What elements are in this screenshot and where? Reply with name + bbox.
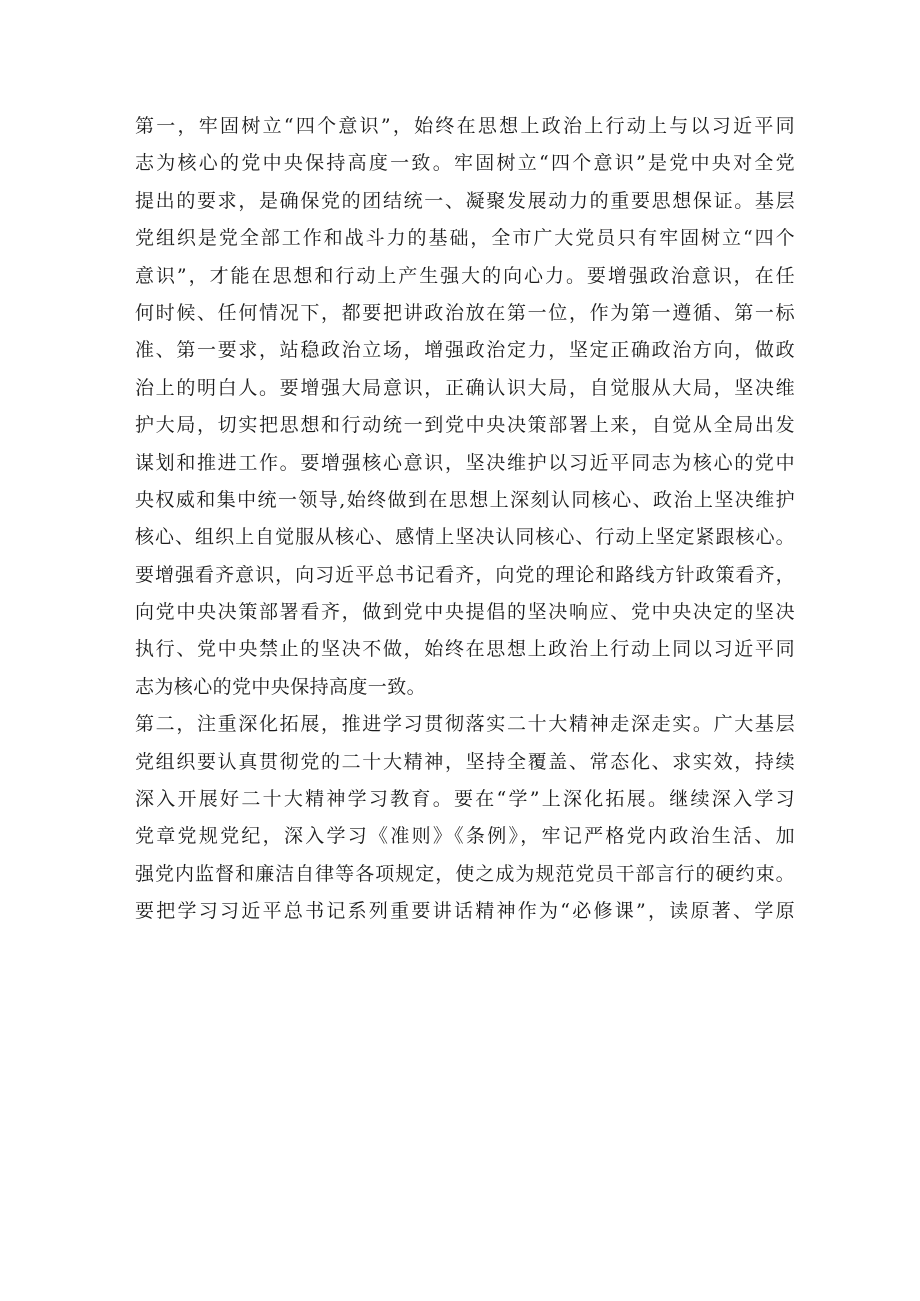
text-line: 治上的明白人。要增强大局意识，正确认识大局，自觉服从大局，坚决维 — [135, 376, 795, 399]
paragraph-2 — [135, 706, 795, 930]
text-line: 何时候、任何情况下，都要把讲政治放在第一位，作为第一遵循、第一标 — [135, 301, 795, 324]
text-line: 意识”，才能在思想和行动上产生强大的向心力。要增强政治意识，在任 — [135, 264, 795, 287]
text-line: 央权威和集中统一领导,始终做到在思想上深刻认同核心、政治上坚决维护 — [135, 488, 795, 511]
text-line: 党章党规党纪，深入学习《准则》《条例》，牢记严格党内政治生活、加 — [135, 825, 795, 848]
text-line: 第二，注重深化拓展，推进学习贯彻落实二十大精神走深走实。广大基层 — [135, 713, 795, 736]
text-line: 核心、组织上自觉服从核心、感情上坚决认同核心、行动上坚定紧跟核心。 — [135, 526, 795, 549]
text-line: 志为核心的党中央保持高度一致。 — [135, 675, 427, 698]
text-line: 要把学习习近平总书记系列重要讲话精神作为“必修课”，读原著、学原 — [135, 900, 795, 923]
text-line: 提出的要求，是确保党的团结统一、凝聚发展动力的重要思想保证。基层 — [135, 189, 795, 212]
text-line: 要增强看齐意识，向习近平总书记看齐，向党的理论和路线方针政策看齐， — [135, 563, 795, 586]
text-line: 护大局，切实把思想和行动统一到党中央决策部署上来，自觉从全局出发 — [135, 414, 795, 437]
text-line: 准、第一要求，站稳政治立场，增强政治定力，坚定正确政治方向，做政 — [135, 339, 795, 362]
text-line: 谋划和推进工作。要增强核心意识，坚决维护以习近平同志为核心的党中 — [135, 451, 795, 474]
text-line: 执行、党中央禁止的坚决不做，始终在思想上政治上行动上同以习近平同 — [135, 638, 795, 661]
text-line: 党组织要认真贯彻党的二十大精神，坚持全覆盖、常态化、求实效，持续 — [135, 750, 795, 773]
text-line: 党组织是党全部工作和战斗力的基础，全市广大党员只有牢固树立“四个 — [135, 227, 795, 250]
text-line: 第一，牢固树立“四个意识”，始终在思想上政治上行动上与以习近平同 — [135, 115, 795, 137]
document-body — [135, 108, 795, 931]
text-line: 向党中央决策部署看齐，做到党中央提倡的坚决响应、党中央决定的坚决 — [135, 601, 795, 624]
paragraph-1 — [135, 108, 795, 706]
text-line: 志为核心的党中央保持高度一致。牢固树立“四个意识”是党中央对全党 — [135, 152, 795, 175]
text-line: 深入开展好二十大精神学习教育。要在“学”上深化拓展。继续深入学习 — [135, 788, 795, 811]
text-line: 强党内监督和廉洁自律等各项规定，使之成为规范党员干部言行的硬约束。 — [135, 862, 795, 885]
